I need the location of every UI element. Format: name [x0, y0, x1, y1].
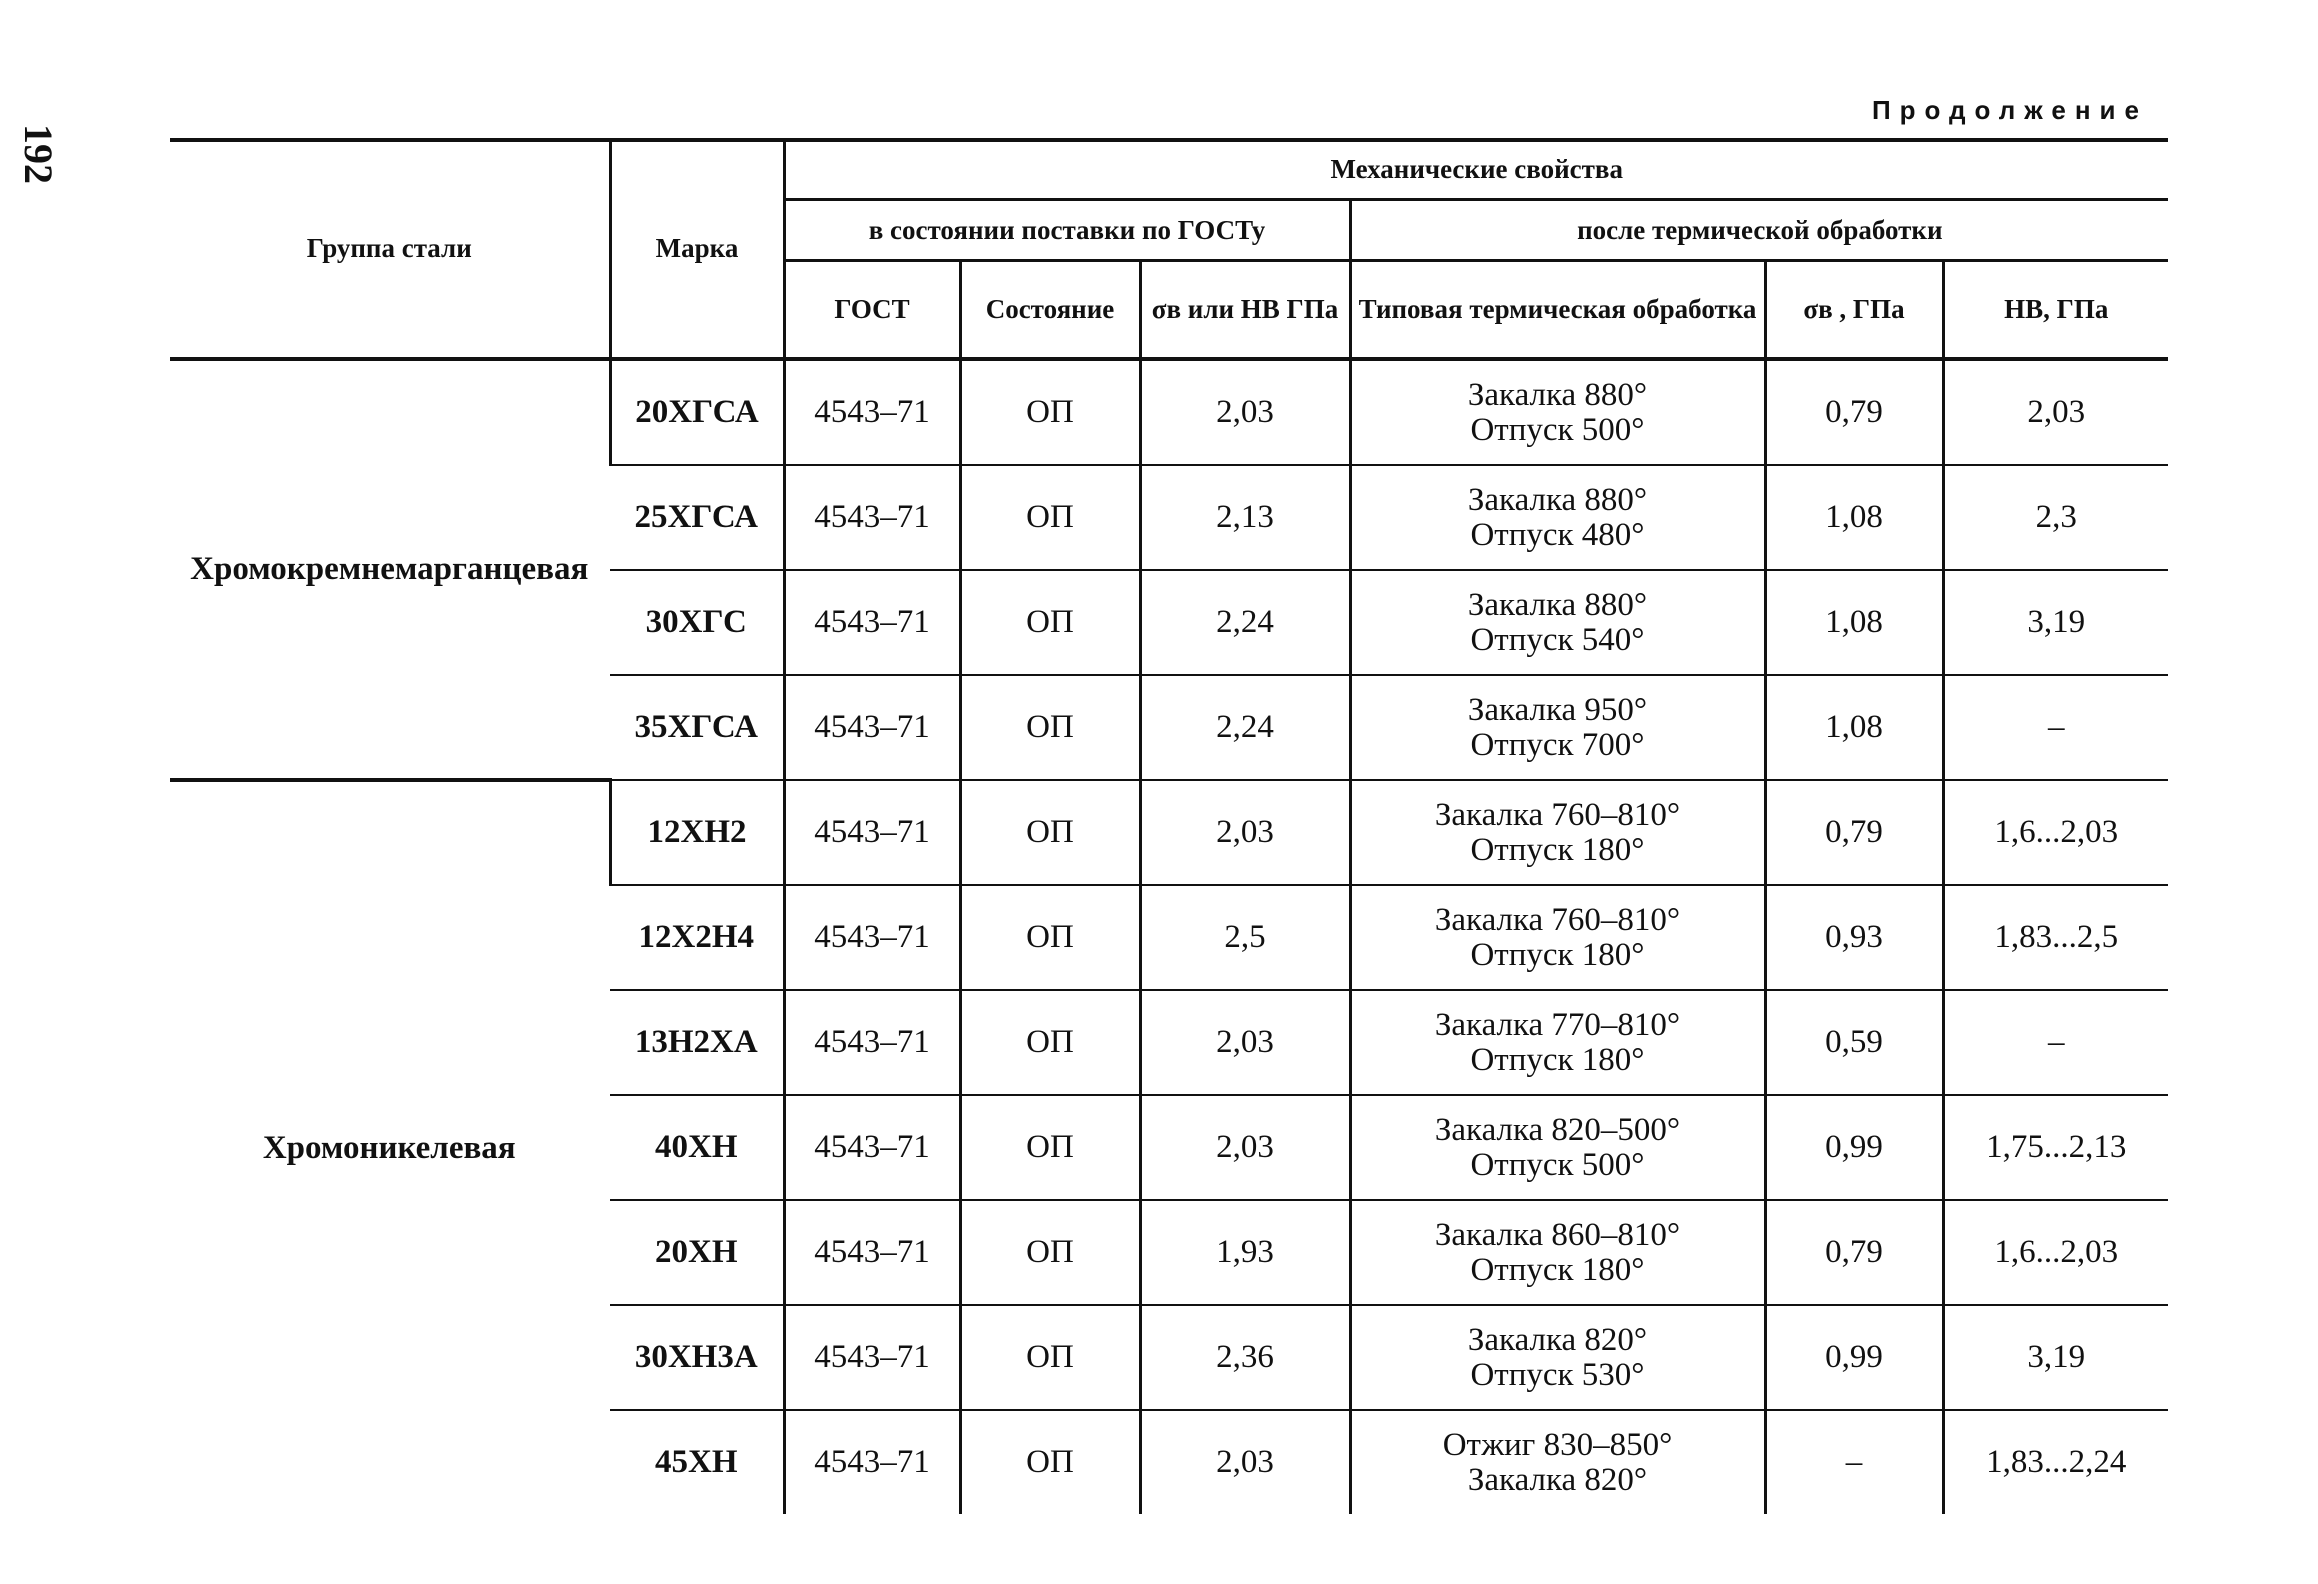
hb-cell: –	[1943, 675, 2168, 780]
treatment-line-2: Отпуск 180°	[1470, 1041, 1645, 1078]
grade-cell: 35ХГСА	[610, 675, 784, 780]
grade-cell: 40ХН	[610, 1095, 784, 1200]
header-treatment: Типовая термическая обработка	[1350, 261, 1765, 360]
grade-cell: 20ХН	[610, 1200, 784, 1305]
treatment-cell	[1350, 359, 1765, 465]
strength-hb-cell: 2,24	[1140, 675, 1350, 780]
strength-hb-cell: 2,03	[1140, 1410, 1350, 1514]
group-name: Хромокремнемарганцевая	[190, 551, 589, 587]
treatment-cell	[1350, 780, 1765, 885]
gost-cell: 4543–71	[784, 465, 960, 570]
grade-cell: 12ХН2	[610, 780, 784, 885]
treatment-line-1: Закалка 820–500°	[1434, 1111, 1681, 1148]
sigma-cell: 0,99	[1765, 1095, 1943, 1200]
treatment-cell	[1350, 1200, 1765, 1305]
grade-cell: 20ХГСА	[610, 359, 784, 465]
sigma-cell: 1,08	[1765, 570, 1943, 675]
condition-cell: ОП	[960, 675, 1140, 780]
condition-cell: ОП	[960, 570, 1140, 675]
hb-cell: 1,83...2,24	[1943, 1410, 2168, 1514]
strength-hb-cell: 2,36	[1140, 1305, 1350, 1410]
treatment-line-1: Закалка 880°	[1467, 376, 1648, 413]
treatment-cell	[1350, 1410, 1765, 1514]
grade-cell: 12Х2Н4	[610, 885, 784, 990]
treatment-cell	[1350, 885, 1765, 990]
condition-cell: ОП	[960, 1200, 1140, 1305]
header-grade: Марка	[610, 140, 784, 359]
condition-cell: ОП	[960, 990, 1140, 1095]
treatment-line-2: Отпуск 180°	[1470, 936, 1645, 973]
treatment-cell	[1350, 570, 1765, 675]
header-group: Группа стали	[170, 140, 610, 359]
treatment-line-2: Отпуск 500°	[1470, 411, 1645, 448]
treatment-line-1: Закалка 880°	[1467, 481, 1648, 518]
group-chromium-nickel	[170, 780, 2168, 1514]
condition-cell: ОП	[960, 780, 1140, 885]
header-hb: НВ, ГПа	[1943, 261, 2168, 360]
grade-cell: 30ХГС	[610, 570, 784, 675]
condition-cell: ОП	[960, 1305, 1140, 1410]
condition-cell: ОП	[960, 1410, 1140, 1514]
continuation-label: Продолжение	[1871, 95, 2148, 125]
gost-cell: 4543–71	[784, 1200, 960, 1305]
treatment-cell	[1350, 675, 1765, 780]
strength-hb-cell: 2,03	[1140, 780, 1350, 885]
sigma-cell: 0,79	[1765, 1200, 1943, 1305]
treatment-line-1: Закалка 760–810°	[1434, 796, 1681, 833]
hb-cell: 2,03	[1943, 359, 2168, 465]
treatment-line-2: Отпуск 500°	[1470, 1146, 1645, 1183]
treatment-line-2: Отпуск 540°	[1470, 621, 1645, 658]
treatment-line-2: Отпуск 530°	[1470, 1356, 1645, 1393]
gost-cell: 4543–71	[784, 675, 960, 780]
sigma-cell: 0,93	[1765, 885, 1943, 990]
treatment-line-1: Закалка 760–810°	[1434, 901, 1681, 938]
strength-hb-cell: 1,93	[1140, 1200, 1350, 1305]
header-sigma: σв , ГПа	[1765, 261, 1943, 360]
treatment-line-2: Отпуск 180°	[1470, 1251, 1645, 1288]
treatment-line-1: Закалка 820°	[1467, 1321, 1648, 1358]
strength-hb-cell: 2,5	[1140, 885, 1350, 990]
sigma-cell: 0,79	[1765, 359, 1943, 465]
hb-cell: 1,6...2,03	[1943, 1200, 2168, 1305]
strength-hb-cell: 2,24	[1140, 570, 1350, 675]
gost-cell: 4543–71	[784, 1305, 960, 1410]
condition-cell: ОП	[960, 1095, 1140, 1200]
sigma-cell: 1,08	[1765, 675, 1943, 780]
gost-cell: 4543–71	[784, 885, 960, 990]
sigma-cell: 0,99	[1765, 1305, 1943, 1410]
hb-cell: 1,83...2,5	[1943, 885, 2168, 990]
hb-cell: 1,75...2,13	[1943, 1095, 2168, 1200]
grade-cell: 30ХН3А	[610, 1305, 784, 1410]
gost-cell: 4543–71	[784, 990, 960, 1095]
hb-cell: 3,19	[1943, 1305, 2168, 1410]
header-condition: Состояние	[960, 261, 1140, 360]
strength-hb-cell: 2,03	[1140, 990, 1350, 1095]
treatment-line-2: Отпуск 480°	[1470, 516, 1645, 553]
sigma-cell: 0,59	[1765, 990, 1943, 1095]
hb-cell: 1,6...2,03	[1943, 780, 2168, 885]
treatment-cell	[1350, 990, 1765, 1095]
group-name: Хромоникелевая	[170, 780, 610, 1514]
treatment-line-2: Отпуск 180°	[1470, 831, 1645, 868]
treatment-cell	[1350, 465, 1765, 570]
group-chromium-silicon-manganese	[170, 359, 2168, 780]
treatment-line-1: Закалка 860–810°	[1434, 1216, 1681, 1253]
hb-cell: 3,19	[1943, 570, 2168, 675]
gost-cell: 4543–71	[784, 570, 960, 675]
treatment-line-2: Отпуск 700°	[1470, 726, 1645, 763]
header-mechanical: Механические свойства	[784, 140, 2168, 200]
condition-cell: ОП	[960, 359, 1140, 465]
grade-cell: 25ХГСА	[610, 465, 784, 570]
steel-properties-table	[170, 140, 2168, 1520]
table-row	[170, 359, 2168, 465]
sigma-cell: –	[1765, 1410, 1943, 1514]
sigma-cell: 1,08	[1765, 465, 1943, 570]
condition-cell: ОП	[960, 885, 1140, 990]
gost-cell: 4543–71	[784, 780, 960, 885]
treatment-line-1: Отжиг 830–850°	[1442, 1426, 1673, 1463]
header-sigma-hb: σв или НВ ГПа	[1140, 261, 1350, 360]
treatment-line-2: Закалка 820°	[1467, 1461, 1648, 1498]
hb-cell: 2,3	[1943, 465, 2168, 570]
treatment-line-1: Закалка 950°	[1467, 691, 1648, 728]
treatment-line-1: Закалка 770–810°	[1434, 1006, 1681, 1043]
sigma-cell: 0,79	[1765, 780, 1943, 885]
strength-hb-cell: 2,03	[1140, 359, 1350, 465]
condition-cell: ОП	[960, 465, 1140, 570]
treatment-cell	[1350, 1095, 1765, 1200]
treatment-line-1: Закалка 880°	[1467, 586, 1648, 623]
strength-hb-cell: 2,13	[1140, 465, 1350, 570]
strength-hb-cell: 2,03	[1140, 1095, 1350, 1200]
table-row	[170, 780, 2168, 885]
grade-cell: 13Н2ХА	[610, 990, 784, 1095]
header-delivery: в состоянии поставки по ГОСТу	[784, 200, 1350, 261]
gost-cell: 4543–71	[784, 1095, 960, 1200]
gost-cell: 4543–71	[784, 359, 960, 465]
hb-cell: –	[1943, 990, 2168, 1095]
treatment-cell	[1350, 1305, 1765, 1410]
header-gost: ГОСТ	[784, 261, 960, 360]
gost-cell: 4543–71	[784, 1410, 960, 1514]
grade-cell: 45ХН	[610, 1410, 784, 1514]
header-after-heat: после термической обработки	[1350, 200, 2168, 261]
page-number: 192	[16, 124, 61, 184]
